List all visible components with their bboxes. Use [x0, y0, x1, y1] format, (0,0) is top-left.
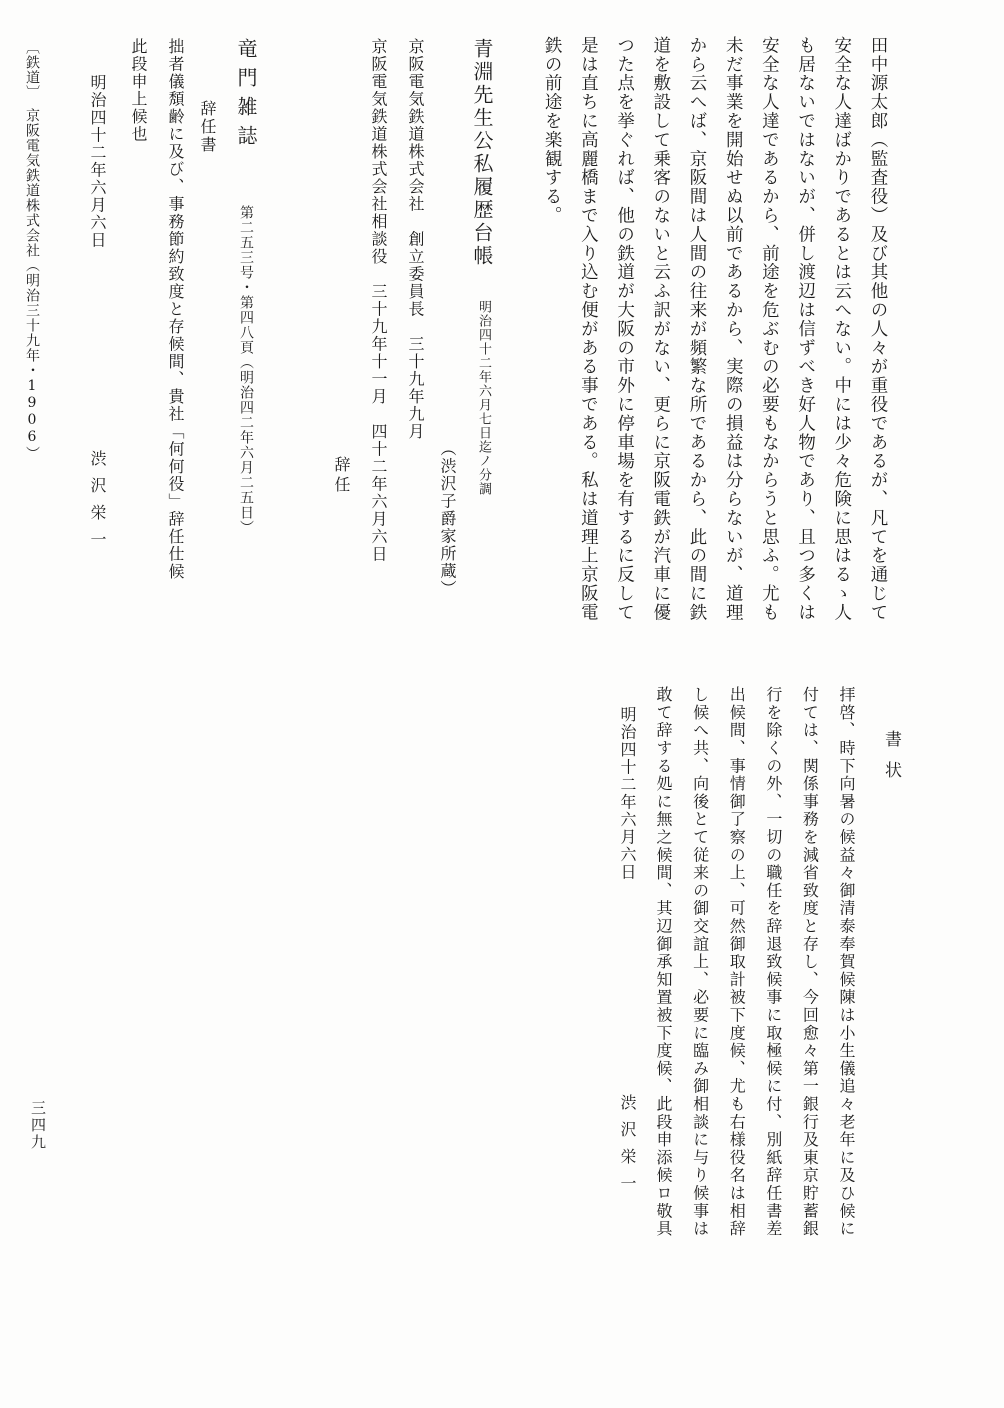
resign-doc-signer: 渋沢栄一: [88, 450, 107, 558]
page-number: 三四九: [29, 1100, 47, 1151]
ryumon-title: 竜門雑誌: [234, 38, 258, 154]
paragraph-line: も居ないではないが、併し渡辺は信ずべき好人物であり、且つ多くは: [795, 36, 816, 622]
ledger-entries: [360, 38, 434, 563]
letter-date: 明治四十二年六月六日: [618, 706, 637, 881]
letter-line: 付ては、関係事務を減省致度と存し、今回愈々第一銀行及東京貯蓄銀: [800, 686, 820, 1238]
main-paragraph: [534, 36, 896, 622]
resign-doc-line: 拙者儀頽齢に及び、事務節約致度と存候間、貴社「何何役」辞任仕候: [166, 38, 185, 581]
ryumon-reference: 第二五三号・第四八頁（明治四二年六月二五日）: [238, 205, 254, 535]
letter-title: 書状: [881, 730, 901, 792]
letter-body: [644, 686, 864, 1238]
resign-doc-body: [120, 38, 194, 581]
ledger-source: （渋沢子爵家所蔵）: [438, 440, 457, 598]
ledger-entry: 京阪電気鉄道株式会社 創立委員長 三十九年九月: [406, 38, 425, 441]
paragraph-line: 未だ事業を開始せぬ以前であるから、実際の損益は分らないが、道理: [723, 36, 744, 622]
resign-doc-line: 此段申上候也: [129, 38, 148, 143]
paragraph-line: 鉄の前途を楽観する。: [542, 36, 563, 225]
ledger-title: 青淵先生公私履歴台帳: [470, 38, 494, 268]
paragraph-line: 安全な人達ばかりであるとは云へない。中には少々危険に思はるゝ人: [831, 36, 852, 622]
paragraph-line: 田中源太郎（監査役）及び其他の人々が重役であるが、凡てを通じて: [868, 36, 888, 622]
resign-doc-heading: 辞任書: [198, 100, 217, 154]
letter-signer: 渋沢栄一: [618, 1094, 637, 1202]
footnote: 〔鉄道〕 京阪電気鉄道株式会社（明治三十九年・1906）: [24, 40, 40, 461]
ledger-resign-label: 辞任: [332, 456, 351, 496]
paragraph-line: 安全な人達であるから、前途を危ぶむの必要もなからうと思ふ。尤も: [759, 36, 780, 622]
paragraph-line: 是は直ちに高麗橋まで入り込む便がある事である。私は道理上京阪電: [578, 36, 599, 622]
letter-line: 敢て辞する処に無之候間、其辺御承知置被下度候、此段申添候ロ敬具: [654, 686, 674, 1238]
paragraph-line: から云へば、京阪間は人間の往来が頻繁な所であるから、此の間に鉄: [686, 36, 707, 622]
paragraph-line: 道を敷設して乗客のないと云ふ訳がない、更らに京阪電鉄が汽車に優: [650, 36, 671, 622]
letter-line: 行を除くの外、一切の職任を辞退致候事に取極候に付、別紙辞任書差: [763, 686, 783, 1238]
ledger-date-note: 明治四十二年六月七日迄ノ分調: [476, 300, 491, 496]
ledger-entry: 京阪電気鉄道株式会社相談役 三十九年十一月 四十二年六月六日: [369, 38, 388, 563]
resign-doc-date: 明治四十二年六月六日: [88, 74, 107, 249]
letter-line: 拝啓、時下向暑の候益々御清泰奉賀候陳は小生儀追々老年に及ひ候に: [837, 686, 856, 1238]
letter-line: し候へ共、向後とて従来の御交誼上、必要に臨み御相談に与り候事は: [690, 686, 710, 1238]
letter-line: 出候間、事情御了察の上、可然御取計被下度候、尤も右様役名は相辞: [727, 686, 747, 1238]
paragraph-line: つた点を挙ぐれば、他の鉄道が大阪の市外に停車場を有するに反して: [614, 36, 635, 622]
